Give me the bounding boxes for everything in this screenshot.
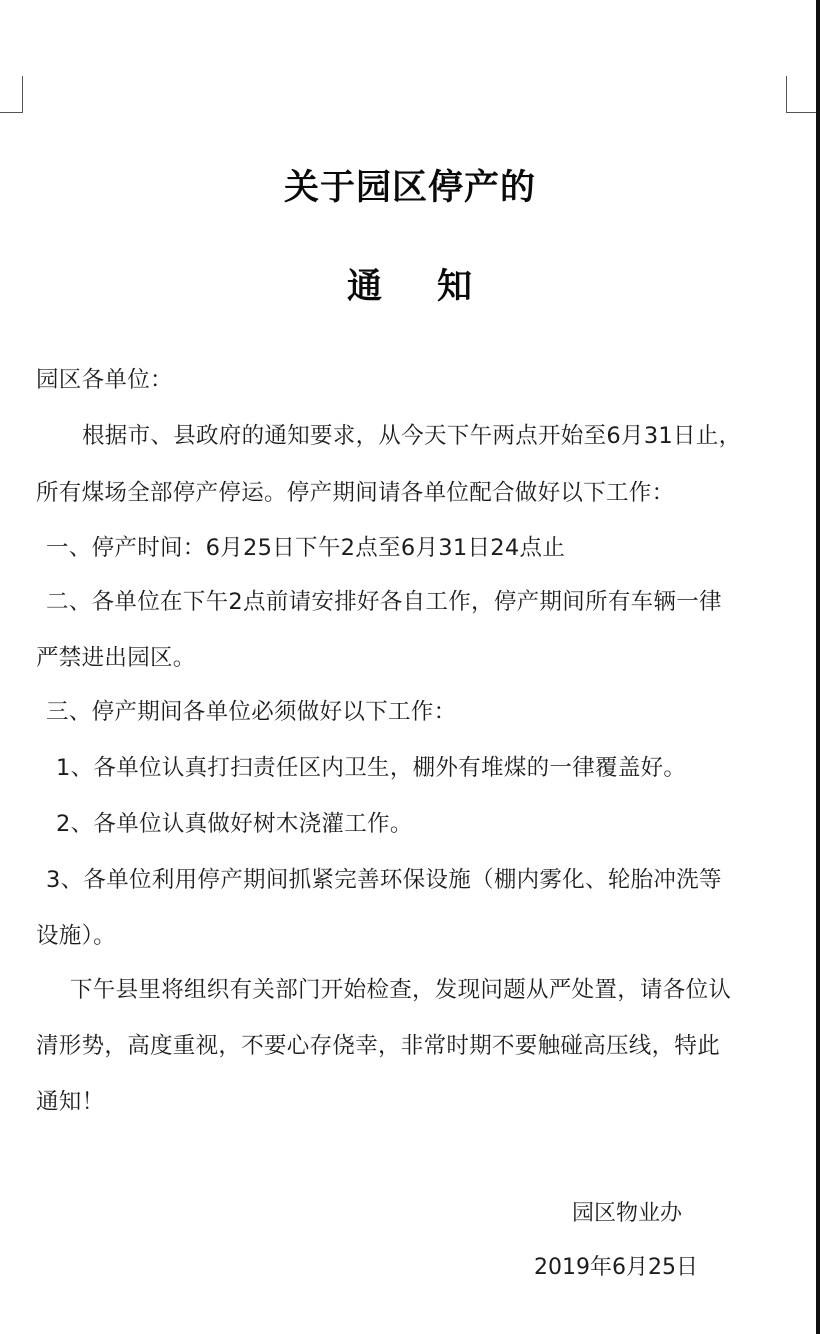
document-title-line-1: 关于园区停产的	[283, 168, 536, 208]
item-3-heading: 三、停产期间各单位必须做好以下工作：	[46, 699, 457, 725]
top-right-margin-mark	[786, 76, 817, 113]
sub-item-3-line-1: 3、各单位利用停产期间抓紧完善环保设施（棚内雾化、轮胎冲洗等	[46, 867, 722, 893]
document-title-line-2	[0, 259, 820, 309]
closing-line-3: 通知！	[36, 1089, 105, 1115]
salutation: 园区各单位：	[36, 367, 173, 393]
sub-item-3-line-2: 设施）。	[36, 923, 116, 949]
item-2-line-2: 严禁进出园区。	[36, 645, 196, 671]
intro-line-1: 根据市、县政府的通知要求，从今天下午两点开始至6月31日止，	[82, 423, 742, 449]
closing-line-2: 清形势，高度重视，不要心存侥幸，非常时期不要触碰高压线，特此	[36, 1033, 721, 1059]
sub-item-2: 2、各单位认真做好树木浇灌工作。	[56, 811, 413, 837]
closing-line-1: 下午县里将组织有关部门开始检查，发现问题从严处置，请各位认	[70, 977, 732, 1003]
signature-date: 2019年6月25日	[534, 1255, 698, 1280]
title-char-zhi: 知	[437, 267, 474, 307]
sub-item-1: 1、各单位认真打扫责任区内卫生，棚外有堆煤的一律覆盖好。	[56, 755, 687, 781]
item-1-stop-time: 一、停产时间：6月25日下午2点至6月31日24点止	[46, 535, 566, 561]
signature-issuer: 园区物业办	[572, 1201, 683, 1226]
title-char-tong: 通	[346, 267, 383, 307]
item-2-line-1: 二、各单位在下午2点前请安排好各自工作，停产期间所有车辆一律	[46, 589, 722, 615]
top-left-margin-mark	[0, 76, 23, 113]
intro-line-2: 所有煤场全部停产停运。停产期间请各单位配合做好以下工作：	[36, 480, 675, 506]
